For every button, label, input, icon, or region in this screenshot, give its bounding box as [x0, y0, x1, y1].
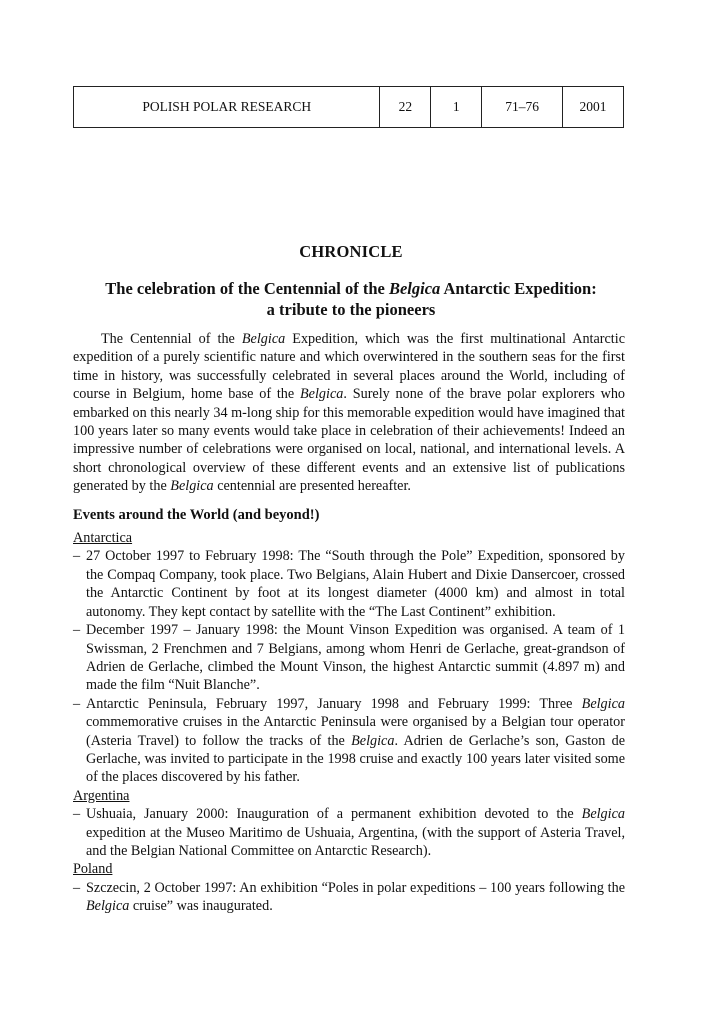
- volume-number: 22: [380, 87, 431, 128]
- item-text: Szczecin, 2 October 1997: An exhibition “Poles in polar expeditions – 100 years following the: [86, 879, 625, 896]
- intro-ship-3: Belgica: [170, 478, 214, 495]
- publication-year: 2001: [563, 87, 624, 128]
- bullet-dash: –: [73, 879, 81, 896]
- page-range: 71–76: [482, 87, 563, 128]
- list-item: [73, 695, 625, 787]
- list-item: [73, 879, 625, 916]
- title-ship-name: Belgica: [388, 279, 441, 298]
- intro-text-3: . Surely none of the brave polar explorers who embarked on this nearly 34 m-long ship for this memorable expedition would have imagined that 100 years later so many events would take place in celebration of their achievements! Indeed an impressive number of celebrations were organised on local, national, and international levels. A short chronological overview of these different events and an extensive list of publications generated by the: [73, 386, 626, 495]
- item-text: commemorative cruises in the Antarctic Peninsula were organised by a Belgian tour operator (Asteria Travel) to follow the tracks of the: [86, 714, 625, 749]
- bullet-dash: –: [73, 695, 81, 712]
- list-item: [73, 805, 625, 860]
- intro-text-4: centennial are presented hereafter.: [213, 478, 411, 495]
- journal-header-table: [73, 86, 624, 128]
- section-label: CHRONICLE: [299, 242, 403, 261]
- item-text: expedition at the Museo Maritimo de Ushuaia, Argentina, (with the support of Asteria Travel, and the Belgian National Committee on Antarctic Research).: [86, 824, 625, 859]
- argentina-list: [73, 805, 625, 860]
- item-text: cruise” was inaugurated.: [129, 898, 273, 915]
- list-item: [73, 547, 625, 621]
- title-line-2: a tribute to the pioneers: [266, 300, 436, 319]
- list-item: [73, 621, 625, 695]
- intro-text-1: The Centennial of the: [101, 331, 242, 347]
- article-body: [73, 330, 625, 916]
- antarctica-list: [73, 547, 625, 786]
- ship-name: Belgica: [351, 732, 395, 749]
- intro-text-2: Expedition, which was the first multinational Antarctic expedition of a purely scientific nature and which overwintered in the southern seas for the first time in history, was successfully celebrated in several places around the World, including of course in Belgium, home base of the: [73, 331, 625, 403]
- journal-name: POLISH POLAR RESEARCH: [74, 87, 380, 128]
- title-part-2: Antarctic Expedition:: [440, 279, 597, 298]
- events-heading: Events around the World (and beyond!): [73, 506, 320, 523]
- title-part-1: The celebration of the Centennial of the: [105, 279, 389, 298]
- ship-name: Belgica: [581, 695, 625, 712]
- intro-paragraph: [73, 330, 625, 496]
- bullet-dash: –: [73, 548, 81, 565]
- ship-name: Belgica: [581, 806, 625, 823]
- ship-name: Belgica: [86, 898, 130, 915]
- item-text: Antarctic Peninsula, February 1997, January 1998 and February 1999: Three: [86, 695, 582, 712]
- item-text: . Adrien de Gerlache’s son, Gaston de Gerlache, was invited to participate in the 1998 cruise and exactly 100 years later visited some of the places discovered by his father.: [86, 732, 625, 786]
- region-antarctica: Antarctica: [73, 530, 133, 547]
- region-argentina: Argentina: [73, 787, 130, 804]
- region-poland: Poland: [73, 861, 113, 878]
- poland-list: [73, 879, 625, 916]
- article-title: [60, 278, 642, 320]
- item-text: 27 October 1997 to February 1998: The “South through the Pole” Expedition, sponsored by the Compaq Company, took place. Two Belgians, Alain Hubert and Dixie Dansercoer, crossed the Antarctic Continent by foot at its longest diameter (4000 km) and almost in total autonomy. They kept contact by satellite with the “The Last Continent” exhibition.: [86, 548, 625, 620]
- intro-ship-1: Belgica: [241, 331, 286, 347]
- item-text: Ushuaia, January 2000: Inauguration of a permanent exhibition devoted to the: [86, 806, 582, 823]
- issue-number: 1: [431, 87, 482, 128]
- bullet-dash: –: [73, 806, 81, 823]
- bullet-dash: –: [73, 622, 81, 639]
- item-text: December 1997 – January 1998: the Mount Vinson Expedition was organised. A team of 1 Swissman, 2 Frenchmen and 7 Belgians, among whom Henri de Gerlache, great-grandson of Adrien de Gerlache, climbed the Mount Vinson, the highest Antarctic summit (4.897 m) and made the film “Nuit Blanche”.: [86, 622, 625, 694]
- intro-ship-2: Belgica: [300, 386, 344, 403]
